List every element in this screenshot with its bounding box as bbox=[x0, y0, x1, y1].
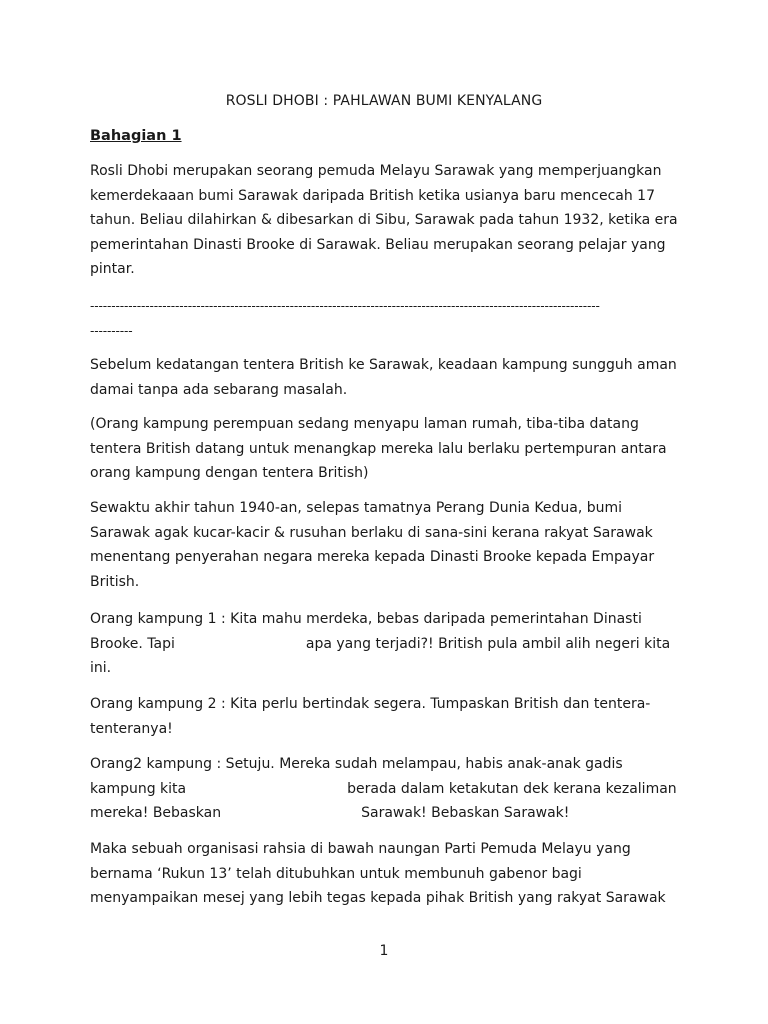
text-segment: Brooke. Tapi bbox=[90, 635, 175, 652]
text-line: Sewaktu akhir tahun 1940-an, selepas tamatnya Perang Dunia Kedua, bumi bbox=[90, 500, 623, 516]
text-line: damai tanpa ada sebarang masalah. bbox=[90, 381, 348, 398]
section-heading: Bahagian 1 bbox=[90, 128, 182, 144]
text-line: menentang penyerahan negara mereka kepada Dinasti Brooke kepada Empayar bbox=[90, 549, 655, 566]
text-segment: Sarawak! Bebaskan Sarawak! bbox=[361, 805, 570, 822]
text-line: pintar. bbox=[90, 261, 135, 278]
text-line bbox=[90, 777, 690, 802]
text-line: kemerdekaaan bumi Sarawak daripada British ketika usianya baru mencecah 17 bbox=[90, 187, 655, 204]
dialogue-orang-kampung-1 bbox=[90, 607, 690, 681]
text-segment: kampung kita bbox=[90, 780, 187, 797]
text-line: bernama ‘Rukun 13’ telah ditubuhkan untuk membunuh gabenor bagi bbox=[90, 865, 582, 882]
dialogue-orang-kampung-2 bbox=[90, 692, 690, 741]
dialogue-orang2-kampung bbox=[90, 752, 690, 826]
paragraph-rukun-13 bbox=[90, 837, 690, 911]
text-line: tenteranya! bbox=[90, 720, 173, 737]
text-segment: apa yang terjadi?! British pula ambil alih negeri kita bbox=[305, 635, 671, 652]
paragraph-before-british bbox=[90, 353, 690, 402]
text-line bbox=[90, 632, 690, 657]
dashed-divider bbox=[90, 294, 690, 343]
paragraph-1940s bbox=[90, 496, 690, 594]
text-line: Orang2 kampung : Setuju. Mereka sudah melampau, habis anak-anak gadis bbox=[90, 756, 623, 772]
document-title: ROSLI DHOBI : PAHLAWAN BUMI KENYALANG bbox=[225, 93, 543, 109]
paragraph-stage-direction bbox=[90, 412, 690, 486]
text-line: Orang kampung 1 : Kita mahu merdeka, bebas daripada pemerintahan Dinasti bbox=[90, 611, 642, 627]
text-line: ini. bbox=[90, 660, 112, 677]
divider-line: ---------- bbox=[90, 323, 133, 338]
divider-line: ------------------------------------------------------------------------------------------------------------------------ bbox=[90, 299, 600, 313]
text-line: Rosli Dhobi merupakan seorang pemuda Melayu Sarawak yang memperjuangkan bbox=[90, 163, 662, 179]
text-line: tentera British datang untuk menangkap mereka lalu berlaku pertempuran antara bbox=[90, 440, 667, 457]
text-line: Maka sebuah organisasi rahsia di bawah naungan Parti Pemuda Melayu yang bbox=[90, 841, 631, 857]
paragraph-intro bbox=[90, 159, 690, 282]
text-line bbox=[90, 801, 690, 826]
text-line: British. bbox=[90, 573, 140, 590]
text-line: Orang kampung 2 : Kita perlu bertindak segera. Tumpaskan British dan tentera- bbox=[90, 696, 651, 712]
text-line: pemerintahan Dinasti Brooke di Sarawak. Beliau merupakan seorang pelajar yang bbox=[90, 236, 666, 253]
text-line: Sebelum kedatangan tentera British ke Sarawak, keadaan kampung sungguh aman bbox=[90, 357, 677, 373]
text-line: (Orang kampung perempuan sedang menyapu laman rumah, tiba-tiba datang bbox=[90, 416, 639, 432]
text-line: orang kampung dengan tentera British) bbox=[90, 465, 369, 482]
page-number: 1 bbox=[379, 943, 389, 959]
text-line: menyampaikan mesej yang lebih tegas kepada pihak British yang rakyat Sarawak bbox=[90, 890, 666, 907]
text-segment: berada dalam ketakutan dek kerana kezaliman bbox=[347, 780, 677, 797]
text-segment: mereka! Bebaskan bbox=[90, 805, 222, 822]
text-line: Sarawak agak kucar-kacir & rusuhan berlaku di sana-sini kerana rakyat Sarawak bbox=[90, 524, 653, 541]
text-line: tahun. Beliau dilahirkan & dibesarkan di Sibu, Sarawak pada tahun 1932, ketika era bbox=[90, 212, 678, 229]
